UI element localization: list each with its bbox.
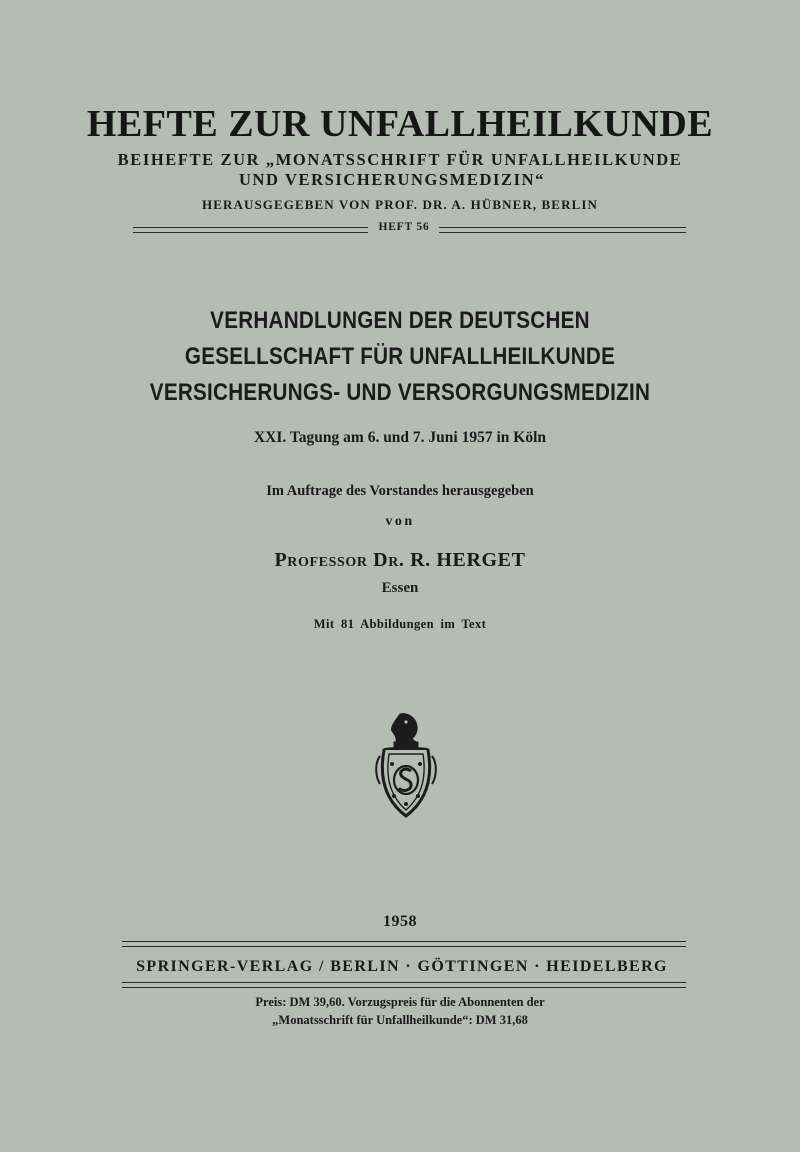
price-line1: Preis: DM 39,60. Vorzugspreis für die Abonnenten der — [255, 995, 545, 1009]
issue-row — [133, 221, 686, 237]
issue-rule-right — [439, 227, 686, 233]
book-editor: Professor Dr. R. HERGET — [274, 549, 526, 571]
issue-number: HEFT 56 — [378, 221, 430, 233]
publication-year: 1958 — [383, 913, 417, 930]
issue-rule-left — [133, 227, 368, 233]
series-subtitle-line2: UND VERSICHERUNGSMEDIZIN“ — [238, 170, 546, 189]
publisher-rule-top — [122, 941, 686, 947]
book-title-line3: VERSICHERUNGS- UND VERSORGUNGSMEDIZIN — [149, 379, 651, 406]
book-title-line1: VERHANDLUNGEN DER DEUTSCHEN — [210, 307, 590, 334]
price-line2: „Monatsschrift für Unfallheilkunde“: DM 31,68 — [272, 1013, 528, 1027]
springer-knight-emblem-icon — [370, 712, 442, 822]
meeting-info: XXI. Tagung am 6. und 7. Juni 1957 in Köln — [253, 429, 547, 446]
editor-city: Essen — [381, 580, 419, 596]
book-title-line2: GESELLSCHAFT FÜR UNFALLHEILKUNDE — [184, 343, 616, 370]
series-title: HEFTE ZUR UNFALLHEILKUNDE — [86, 103, 714, 145]
by-line: von — [385, 514, 415, 529]
publisher: SPRINGER-VERLAG / BERLIN · GÖTTINGEN · HEIDELBERG — [136, 958, 668, 975]
figures-count: Mit 81 Abbildungen im Text — [313, 617, 487, 631]
series-subtitle-line1: BEIHEFTE ZUR „MONATSSCHRIFT FÜR UNFALLHEILKUNDE — [117, 150, 683, 169]
publisher-rule-bottom — [122, 982, 686, 988]
commission-line: Im Auftrage des Vorstandes herausgegeben — [266, 483, 534, 499]
series-editor-line: HERAUSGEGEBEN VON PROF. DR. A. HÜBNER, BERLIN — [202, 197, 598, 212]
